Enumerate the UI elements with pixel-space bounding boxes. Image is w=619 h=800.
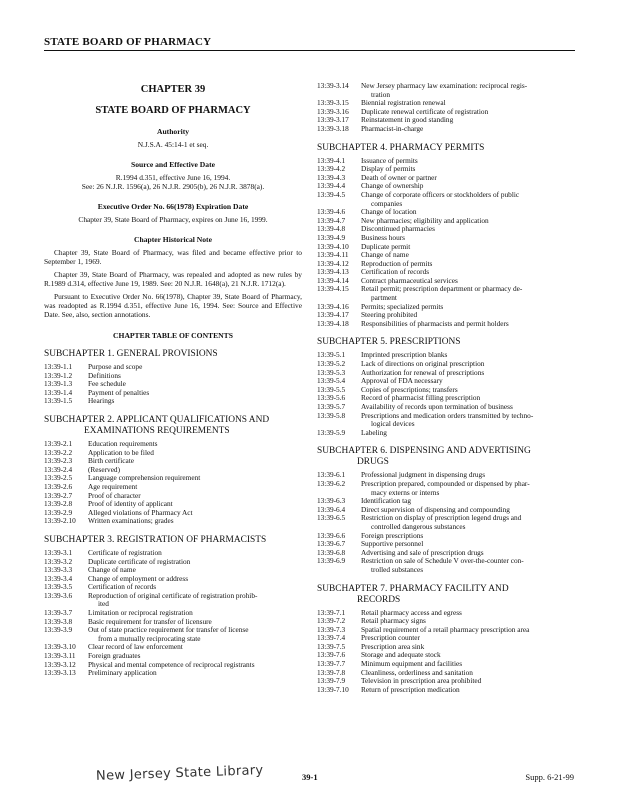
section-number: 13:39-5.8 xyxy=(317,410,346,420)
toc-entry xyxy=(317,260,577,269)
section-number: 13:39-1.1 xyxy=(44,362,73,371)
section-title-text: Application to be filed xyxy=(88,447,154,457)
section-title-text: Cleanliness, orderliness and sanitation xyxy=(361,667,473,677)
toc-entry xyxy=(317,634,577,643)
section-title-text: New pharmacies; eligibility and application xyxy=(361,215,489,225)
section-number: 13:39-3.14 xyxy=(317,81,349,90)
section-number: 13:39-2.3 xyxy=(44,456,73,466)
toc-entry xyxy=(317,412,577,429)
section-number: 13:39-3.17 xyxy=(317,115,349,125)
section-number: 13:39-5.3 xyxy=(317,367,346,377)
subchapter-entries xyxy=(44,363,302,406)
section-number: 13:39-5.5 xyxy=(317,384,346,394)
toc-entry xyxy=(317,234,577,243)
subchapter-heading-cont: EXAMINATIONS REQUIREMENTS xyxy=(84,425,230,436)
toc-entry xyxy=(317,557,577,574)
page-number: 39-1 xyxy=(302,772,318,782)
section-title xyxy=(359,557,577,574)
running-header-title: STATE BOARD OF PHARMACY xyxy=(44,36,212,48)
historical-note-p3: Pursuant to Executive Order No. 66(1978), Chapter 39, State Board of Pharmacy, was readopted as R.1994 d.351, effective June 16, 1994. See: Source and Effective Date. See, also, section annotations. xyxy=(44,292,302,319)
section-title-text: Written examinations; grades xyxy=(88,516,174,526)
section-title-text: Preliminary application xyxy=(88,668,157,678)
toc-entry xyxy=(44,380,302,389)
section-number: 13:39-3.6 xyxy=(44,590,73,600)
toc-entry xyxy=(317,225,577,234)
section-title-wrap: tration xyxy=(371,89,391,99)
section-title-text: Reinstatement in good standing xyxy=(361,115,454,125)
subchapter-heading-text: SUBCHAPTER 6. DISPENSING AND ADVERTISING xyxy=(317,446,531,457)
subchapter-heading xyxy=(44,535,302,546)
toc-entry xyxy=(317,369,577,378)
section-title-text: Professional judgment in dispensing drugs xyxy=(361,470,486,480)
section-number: 13:39-5.6 xyxy=(317,393,346,403)
section-number: 13:39-1.4 xyxy=(44,387,73,397)
section-title xyxy=(359,480,577,497)
section-number: 13:39-3.18 xyxy=(317,123,349,133)
section-title xyxy=(359,429,577,438)
section-title-text: Lack of directions on original prescription xyxy=(361,359,485,369)
source-text-2: See: 26 N.J.R. 1596(a), 26 N.J.R. 2905(b), 26 N.J.R. 3878(a). xyxy=(81,182,265,191)
section-number: 13:39-2.4 xyxy=(44,464,73,474)
section-number: 13:39-3.8 xyxy=(44,616,73,626)
subchapter-heading xyxy=(317,446,577,468)
section-title-text: Foreign prescriptions xyxy=(361,530,424,540)
section-title-text: Advertising and sale of prescription drugs xyxy=(361,547,484,557)
section-title-text: Identification tag xyxy=(361,496,412,506)
toc-entry xyxy=(317,191,577,208)
section-title-text: Foreign graduates xyxy=(88,651,141,661)
section-number: 13:39-4.7 xyxy=(317,215,346,225)
subchapter-heading-text: SUBCHAPTER 2. APPLICANT QUALIFICATIONS AND xyxy=(44,414,270,425)
toc-entry xyxy=(44,440,302,449)
toc-entry xyxy=(317,243,577,252)
section-title xyxy=(86,592,302,609)
left-toc xyxy=(44,349,302,678)
exec-order-heading: Executive Order No. 66(1978) Expiration Date xyxy=(97,202,249,211)
section-number: 13:39-3.11 xyxy=(44,651,76,661)
subchapter-heading-cont: RECORDS xyxy=(357,594,401,605)
toc-entry xyxy=(317,514,577,531)
subchapter-heading-text: SUBCHAPTER 4. PHARMACY PERMITS xyxy=(317,142,485,153)
section-title-text: Out of state practice requirement for transfer of license xyxy=(88,625,249,635)
section-title-text: Change of ownership xyxy=(361,181,424,191)
source-text-1: R.1994 d.351, effective June 16, 1994. xyxy=(115,173,231,182)
section-number: 13:39-5.7 xyxy=(317,402,346,411)
section-title xyxy=(86,626,302,643)
section-title-text: Proof of identity of applicant xyxy=(88,499,173,509)
section-number: 13:39-7.1 xyxy=(317,607,346,617)
section-title-wrap: macy externs or interns xyxy=(371,487,440,497)
toc-entry xyxy=(44,372,302,381)
subchapter-heading-text: SUBCHAPTER 7. PHARMACY FACILITY AND xyxy=(317,583,509,594)
section-number: 13:39-3.4 xyxy=(44,573,73,583)
subchapter-entries xyxy=(317,471,577,574)
section-title-text: Payment of penalties xyxy=(88,387,150,397)
toc-entry xyxy=(317,480,577,497)
toc-entry xyxy=(317,82,577,99)
section-title xyxy=(359,285,577,302)
section-title-text: Labeling xyxy=(361,427,387,437)
section-title-text: Limitation or reciprocal registration xyxy=(88,608,193,618)
source-heading: Source and Effective Date xyxy=(130,160,215,169)
section-title-text: Contract pharmaceutical services xyxy=(361,275,458,285)
section-title-text: Record of pharmacist filling prescription xyxy=(361,393,481,403)
subchapter-heading-text: SUBCHAPTER 3. REGISTRATION OF PHARMACISTS xyxy=(44,534,267,545)
section-number: 13:39-7.2 xyxy=(317,616,346,626)
section-number: 13:39-7.10 xyxy=(317,684,349,694)
section-number: 13:39-4.1 xyxy=(317,155,346,165)
section-number: 13:39-2.2 xyxy=(44,447,73,457)
section-title-text: Retail pharmacy signs xyxy=(361,616,426,626)
section-title-text: Imprinted prescription blanks xyxy=(361,350,448,360)
section-number: 13:39-4.11 xyxy=(317,250,349,260)
section-title-wrap: trolled substances xyxy=(371,564,424,574)
section-number: 13:39-2.7 xyxy=(44,490,73,500)
toc-entry xyxy=(317,626,577,635)
section-title-text: Direct supervision of dispensing and compounding xyxy=(361,504,510,514)
section-title-text: Issuance of permits xyxy=(361,155,418,165)
section-title xyxy=(86,517,302,526)
section-number: 13:39-1.3 xyxy=(44,379,73,389)
section-number: 13:39-4.5 xyxy=(317,189,346,199)
section-number: 13:39-2.10 xyxy=(44,516,76,526)
section-title-wrap: partment xyxy=(371,293,397,303)
section-title-text: Storage and adequate stock xyxy=(361,650,441,660)
section-title-text: Change of employment or address xyxy=(88,573,189,583)
left-column xyxy=(44,82,302,678)
right-toc xyxy=(317,143,577,695)
section-number: 13:39-4.2 xyxy=(317,164,346,174)
section-number: 13:39-4.6 xyxy=(317,207,346,217)
section-title-text: Discontinued pharmacies xyxy=(361,224,435,234)
section-title-text: Prescriptions and medication orders transmitted by techno- xyxy=(361,410,534,420)
toc-entry xyxy=(44,483,302,492)
exec-order-text: Chapter 39, State Board of Pharmacy, expires on June 16, 1999. xyxy=(78,215,268,224)
section-number: 13:39-6.8 xyxy=(317,547,346,557)
toc-entry xyxy=(44,626,302,643)
section-title-text: Permits; specialized permits xyxy=(361,301,444,311)
section-title-text: Prescription prepared, compounded or dispensed by phar- xyxy=(361,478,530,488)
toc-entry xyxy=(44,575,302,584)
section-title-text: Steering prohibited xyxy=(361,310,418,320)
section-title-text: Pharmacist-in-charge xyxy=(361,123,424,133)
section-title-text: Change of name xyxy=(88,565,136,575)
section-title-text: Birth certificate xyxy=(88,456,134,466)
section-number: 13:39-2.9 xyxy=(44,507,73,517)
section-number: 13:39-3.12 xyxy=(44,659,76,669)
section-title-text: Prescription area sink xyxy=(361,641,425,651)
section-number: 13:39-4.3 xyxy=(317,172,346,182)
chapter-number: CHAPTER 39 xyxy=(140,84,206,95)
section-number: 13:39-6.4 xyxy=(317,504,346,514)
section-title xyxy=(359,191,577,208)
toc-entry xyxy=(317,165,577,174)
section-title-text: Change of name xyxy=(361,250,409,260)
section-title-wrap: logical devices xyxy=(371,419,415,429)
section-number: 13:39-3.13 xyxy=(44,668,76,678)
section-title-text: Prescription counter xyxy=(361,633,420,643)
section-title-text: Hearings xyxy=(88,396,115,406)
subchapter-entries xyxy=(317,157,577,329)
section-title-text: (Reserved) xyxy=(88,464,121,474)
subchapter-entries xyxy=(317,609,577,695)
section-number: 13:39-2.6 xyxy=(44,481,73,491)
section-title-text: Minimum equipment and facilities xyxy=(361,659,463,669)
library-stamp: New Jersey State Library xyxy=(95,763,264,784)
toc-entry xyxy=(44,661,302,670)
section-title xyxy=(86,389,302,398)
subchapter-heading xyxy=(317,143,577,154)
subchapter-heading-text: SUBCHAPTER 5. PRESCRIPTIONS xyxy=(317,337,461,348)
section-title xyxy=(359,412,577,429)
toc-entry xyxy=(317,217,577,226)
section-number: 13:39-4.10 xyxy=(317,241,349,251)
running-header xyxy=(44,36,575,48)
section-title-text: Return of prescription medication xyxy=(361,684,460,694)
section-title-text: Business hours xyxy=(361,232,405,242)
authority-text: N.J.S.A. 45:14-1 et seq. xyxy=(137,140,209,149)
toc-entry xyxy=(44,492,302,501)
section-number: 13:39-4.15 xyxy=(317,284,349,294)
section-number: 13:39-3.10 xyxy=(44,642,76,652)
section-number: 13:39-4.12 xyxy=(317,258,349,268)
section-number: 13:39-6.5 xyxy=(317,513,346,523)
section-number: 13:39-4.16 xyxy=(317,301,349,311)
section-number: 13:39-7.7 xyxy=(317,659,346,669)
section-title-text: Basic requirement for transfer of licensure xyxy=(88,616,212,626)
subchapter-heading xyxy=(317,584,577,606)
toc-entry xyxy=(44,363,302,372)
toc-heading: CHAPTER TABLE OF CONTENTS xyxy=(113,331,233,340)
section-title-text: Fee schedule xyxy=(88,379,126,389)
section-title-text: Reproduction of permits xyxy=(361,258,433,268)
section-title xyxy=(359,82,577,99)
toc-entry xyxy=(317,320,577,329)
section-number: 13:39-4.14 xyxy=(317,275,349,285)
section-title-text: Approval of FDA necessary xyxy=(361,376,443,386)
toc-entry xyxy=(317,643,577,652)
toc-entry xyxy=(317,686,577,695)
section-title-text: Retail pharmacy access and egress xyxy=(361,607,462,617)
section-number: 13:39-4.17 xyxy=(317,310,349,320)
subchapter-heading xyxy=(317,337,577,348)
toc-entry xyxy=(44,457,302,466)
section-number: 13:39-2.8 xyxy=(44,499,73,509)
section-number: 13:39-3.3 xyxy=(44,565,73,575)
historical-note-p2: Chapter 39, State Board of Pharmacy, was repealed and adopted as new rules by R.1989 d.314, effective June 19, 1989. See: 20 N.J.R. 1648(a), 21 N.J.R. 1712(a). xyxy=(44,270,302,288)
section-title-text: Duplicate renewal certificate of registration xyxy=(361,106,489,116)
toc-entry xyxy=(317,157,577,166)
section-title-text: Authorization for renewal of prescriptions xyxy=(361,367,485,377)
authority-heading: Authority xyxy=(156,127,190,136)
section-number: 13:39-3.16 xyxy=(317,106,349,116)
section-title-text: Restriction on display of prescription legend drugs and xyxy=(361,513,522,523)
toc-entry xyxy=(44,397,302,406)
section-number: 13:39-7.3 xyxy=(317,624,346,634)
supplement-date: Supp. 6-21-99 xyxy=(525,772,574,782)
page-footer xyxy=(0,764,619,794)
section-number: 13:39-3.2 xyxy=(44,556,73,566)
section-number: 13:39-1.5 xyxy=(44,396,73,406)
section-title-wrap: ited xyxy=(98,599,109,609)
section-number: 13:39-7.6 xyxy=(317,650,346,660)
toc-entry xyxy=(44,517,302,526)
toc-entry xyxy=(44,449,302,458)
historical-note-p1: Chapter 39, State Board of Pharmacy, was filed and became effective prior to September 1, 1969. xyxy=(44,248,302,266)
section-title xyxy=(359,320,577,329)
section-number: 13:39-3.7 xyxy=(44,608,73,618)
right-column xyxy=(317,82,577,694)
section-title-text: Definitions xyxy=(88,370,121,380)
section-title-text: Retail permit; prescription department or pharmacy de- xyxy=(361,284,523,294)
section-title-text: Biennial registration renewal xyxy=(361,98,446,108)
section-title-text: Restriction on sale of Schedule V over-the-counter con- xyxy=(361,556,524,566)
toc-entry xyxy=(317,532,577,541)
toc-entry xyxy=(317,116,577,125)
section-title-text: Responsibilities of pharmacists and permit holders xyxy=(361,318,509,328)
subchapter-heading xyxy=(44,349,302,360)
section-title-text: Supportive personnel xyxy=(361,539,424,549)
chapter-title: STATE BOARD OF PHARMACY xyxy=(95,105,251,116)
section-number: 13:39-6.3 xyxy=(317,496,346,506)
section-title-text: Certificate of registration xyxy=(88,547,162,557)
section-number: 13:39-4.18 xyxy=(317,318,349,328)
section-number: 13:39-7.4 xyxy=(317,633,346,643)
section-title-text: Certification of records xyxy=(361,267,430,277)
section-title-text: Language comprehension requirement xyxy=(88,473,201,483)
historical-note-heading: Chapter Historical Note xyxy=(134,235,212,244)
section-number: 13:39-3.1 xyxy=(44,547,73,557)
toc-entry xyxy=(317,429,577,438)
right-toc-continued xyxy=(317,82,577,134)
section-title xyxy=(359,514,577,531)
section-title-text: New Jersey pharmacy law examination: reciprocal regis- xyxy=(361,81,528,90)
section-title-text: Clear record of law enforcement xyxy=(88,642,183,652)
section-title-text: Availability of records upon termination of business xyxy=(361,402,513,411)
section-number: 13:39-5.2 xyxy=(317,359,346,369)
section-number: 13:39-6.1 xyxy=(317,470,346,480)
section-title-text: Duplicate certificate of registration xyxy=(88,556,191,566)
section-title-text: Proof of character xyxy=(88,490,141,500)
section-title-wrap: companies xyxy=(371,198,403,208)
section-title-wrap: controlled dangerous substances xyxy=(371,521,466,531)
toc-entry xyxy=(44,643,302,652)
section-title-text: Change of location xyxy=(361,207,417,217)
section-title-text: Education requirements xyxy=(88,438,158,448)
toc-entry xyxy=(317,303,577,312)
section-title-text: Change of corporate officers or stockholders of public xyxy=(361,189,520,199)
section-title-text: Purpose and scope xyxy=(88,362,143,371)
section-number: 13:39-6.6 xyxy=(317,530,346,540)
subchapter-entries xyxy=(317,351,577,437)
section-title-wrap: from a mutually reciprocating state xyxy=(98,633,201,643)
section-title-text: Death of owner or partner xyxy=(361,172,437,182)
section-title-text: Certification of records xyxy=(88,582,157,592)
section-number: 13:39-2.5 xyxy=(44,473,73,483)
subchapter-heading xyxy=(44,415,302,437)
toc-entry xyxy=(317,125,577,134)
subchapter-entries xyxy=(44,440,302,526)
toc-entry xyxy=(317,285,577,302)
toc-entry xyxy=(44,669,302,678)
toc-entry xyxy=(44,389,302,398)
section-title-text: Duplicate permit xyxy=(361,241,411,251)
section-number: 13:39-5.9 xyxy=(317,427,346,437)
subchapter-heading-cont: DRUGS xyxy=(357,457,389,468)
section-title-text: Display of permits xyxy=(361,164,416,174)
header-rule xyxy=(44,50,575,51)
subchapter-heading-text: SUBCHAPTER 1. GENERAL PROVISIONS xyxy=(44,349,218,359)
section-number: 13:39-6.9 xyxy=(317,556,346,566)
section-title xyxy=(86,669,302,678)
section-number: 13:39-2.1 xyxy=(44,438,73,448)
toc-entry xyxy=(317,174,577,183)
subchapter-entries xyxy=(44,549,302,678)
toc-entry xyxy=(44,558,302,567)
section-number: 13:39-4.13 xyxy=(317,267,349,277)
section-number: 13:39-3.15 xyxy=(317,98,349,108)
section-number: 13:39-4.8 xyxy=(317,224,346,234)
section-title-text: Television in prescription area prohibited xyxy=(361,676,482,686)
section-number: 13:39-1.2 xyxy=(44,370,73,380)
toc-entry xyxy=(317,609,577,618)
section-title xyxy=(86,397,302,406)
toc-entry xyxy=(317,251,577,260)
section-number: 13:39-3.5 xyxy=(44,582,73,592)
section-title-text: Copies of prescriptions; transfers xyxy=(361,384,458,394)
section-title-text: Age requirement xyxy=(88,481,138,491)
section-number: 13:39-5.1 xyxy=(317,350,346,360)
section-number: 13:39-7.5 xyxy=(317,641,346,651)
toc-entry xyxy=(44,474,302,483)
section-number: 13:39-4.9 xyxy=(317,232,346,242)
section-number: 13:39-4.4 xyxy=(317,181,346,191)
toc-entry xyxy=(44,592,302,609)
section-title-text: Spatial requirement of a retail pharmacy prescription area xyxy=(361,624,530,634)
section-title xyxy=(359,125,577,134)
section-title-text: Reproduction of original certificate of registration prohib- xyxy=(88,590,258,600)
section-number: 13:39-6.7 xyxy=(317,539,346,549)
section-title xyxy=(359,686,577,695)
section-number: 13:39-7.9 xyxy=(317,676,346,686)
section-number: 13:39-5.4 xyxy=(317,376,346,386)
section-title-text: Physical and mental competence of reciprocal registrants xyxy=(88,659,255,669)
section-number: 13:39-3.9 xyxy=(44,625,73,635)
section-title-text: Alleged violations of Pharmacy Act xyxy=(88,507,193,517)
section-number: 13:39-6.2 xyxy=(317,478,346,488)
section-number: 13:39-7.8 xyxy=(317,667,346,677)
